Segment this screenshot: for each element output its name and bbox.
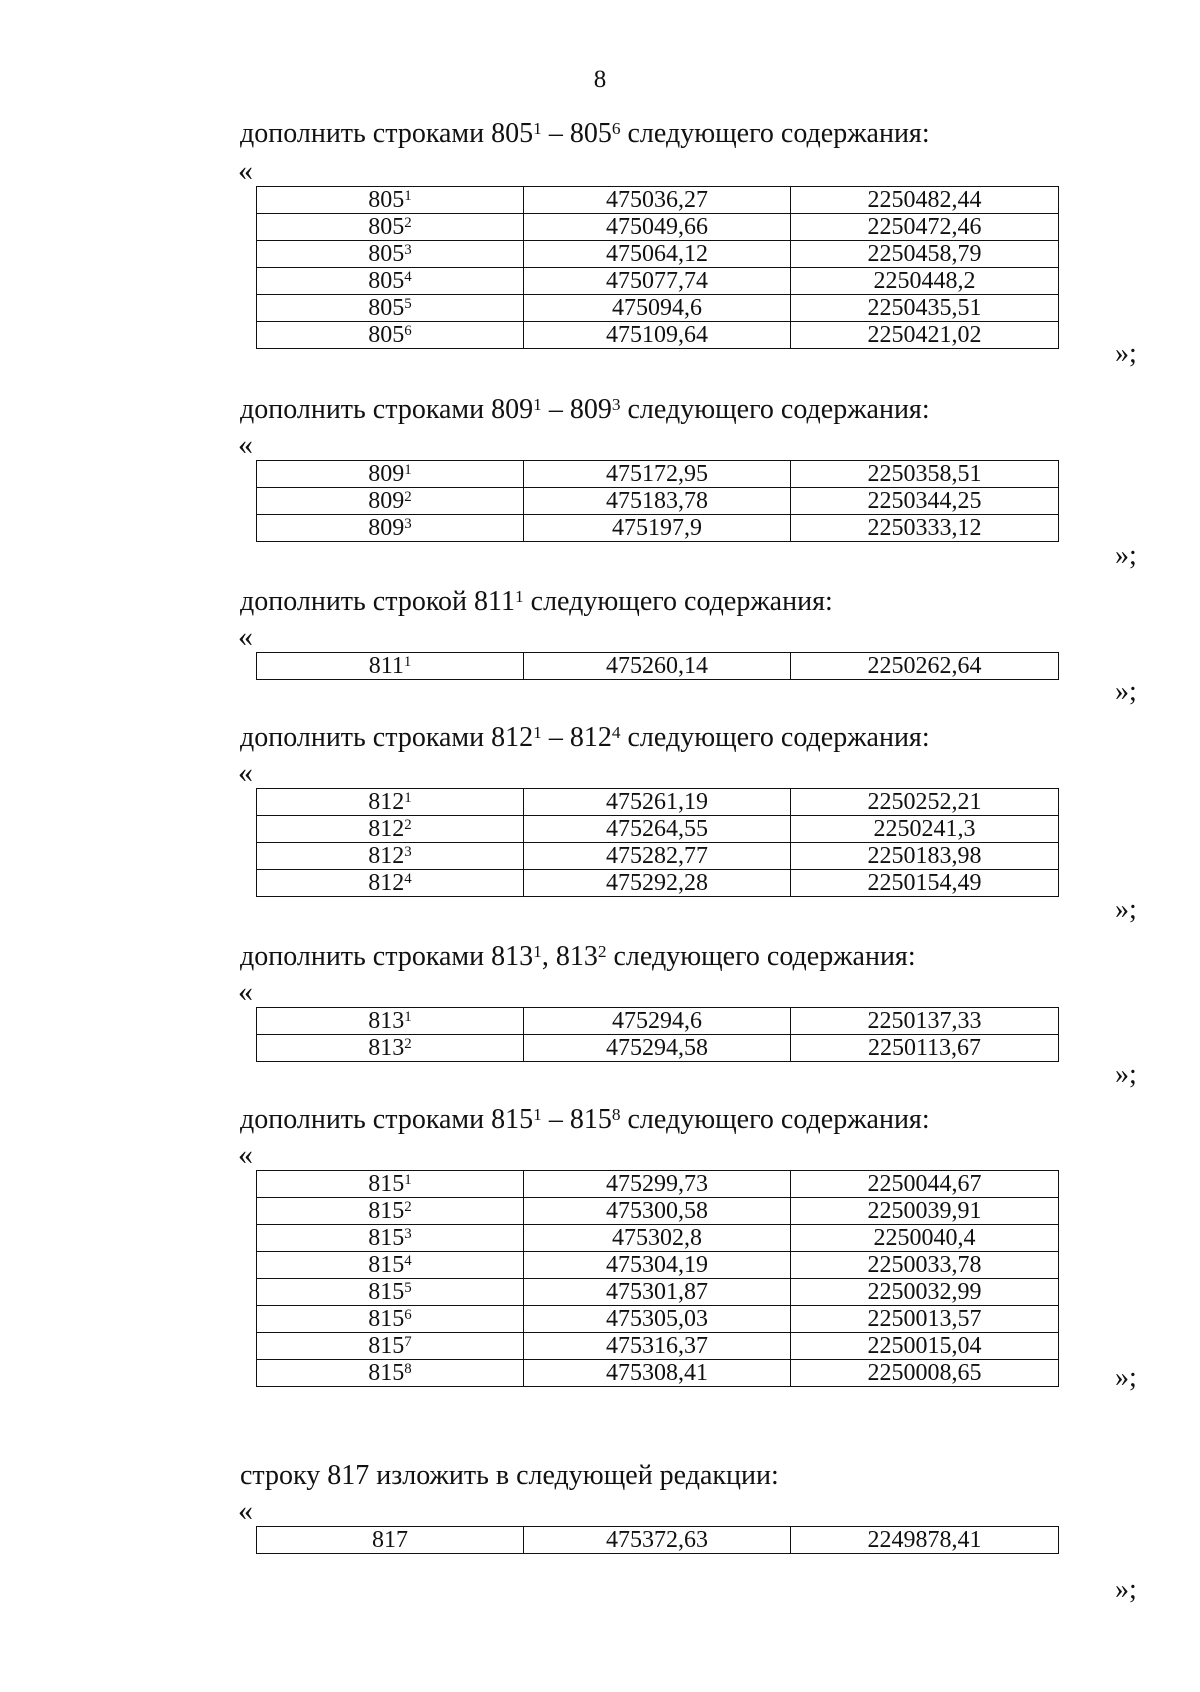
- y-coordinate-cell: 2250040,4: [791, 1225, 1059, 1252]
- point-number-superscript: 1: [404, 1009, 412, 1026]
- heading-text: – 812: [541, 722, 612, 753]
- table-row: [257, 1171, 1059, 1198]
- y-coordinate-cell: 2250039,91: [791, 1198, 1059, 1225]
- opening-quote: «: [238, 1494, 253, 1527]
- x-coordinate-cell: 475301,87: [524, 1279, 791, 1306]
- point-number: 813: [368, 1035, 405, 1061]
- opening-quote: «: [238, 756, 253, 789]
- point-number-cell: [257, 870, 524, 897]
- y-coordinate-cell: 2250154,49: [791, 870, 1059, 897]
- point-number-cell: [257, 1008, 524, 1035]
- table-row: [257, 295, 1059, 322]
- point-number-superscript: 6: [404, 323, 412, 340]
- point-number-cell: [257, 214, 524, 241]
- section-heading: [240, 394, 930, 426]
- table-row: [257, 1035, 1059, 1062]
- point-number: 812: [368, 843, 405, 869]
- y-coordinate-cell: 2250472,46: [791, 214, 1059, 241]
- x-coordinate-cell: 475049,66: [524, 214, 791, 241]
- point-number-superscript: 5: [404, 296, 412, 313]
- y-coordinate-cell: 2249878,41: [791, 1527, 1059, 1554]
- heading-superscript: 1: [533, 395, 542, 415]
- table-row: [257, 1198, 1059, 1225]
- point-number-superscript: 4: [404, 1253, 412, 1270]
- point-number-cell: [257, 1198, 524, 1225]
- closing-quote: »;: [1115, 1574, 1137, 1605]
- point-number-cell: [257, 241, 524, 268]
- heading-text: дополнить строкой 811: [240, 586, 515, 617]
- closing-quote: »;: [1115, 1059, 1137, 1090]
- coordinates-table: [256, 652, 1059, 680]
- table-row: [257, 241, 1059, 268]
- point-number: 812: [368, 870, 405, 896]
- heading-superscript: 1: [533, 1105, 542, 1125]
- table-row: [257, 515, 1059, 542]
- heading-text: следующего содержания:: [620, 118, 930, 149]
- point-number-cell: [257, 515, 524, 542]
- point-number: 813: [368, 1008, 405, 1034]
- x-coordinate-cell: 475197,9: [524, 515, 791, 542]
- point-number: 811: [368, 653, 404, 679]
- heading-text: дополнить строками 813: [240, 941, 534, 972]
- heading-superscript: 6: [611, 119, 621, 139]
- table-row: [257, 1306, 1059, 1333]
- point-number-superscript: 8: [404, 1361, 412, 1378]
- point-number: 815: [368, 1225, 405, 1251]
- point-number: 805: [368, 187, 405, 213]
- point-number-superscript: 1: [403, 654, 412, 671]
- opening-quote: «: [238, 620, 253, 653]
- point-number: 809: [368, 488, 405, 514]
- point-number-cell: [257, 322, 524, 349]
- point-number-cell: [257, 1360, 524, 1387]
- point-number: 815: [368, 1360, 405, 1386]
- point-number-cell: [257, 187, 524, 214]
- y-coordinate-cell: 2250421,02: [791, 322, 1059, 349]
- heading-superscript: 4: [611, 723, 621, 743]
- point-number: 815: [368, 1279, 405, 1305]
- point-number: 815: [368, 1171, 405, 1197]
- section-heading: [240, 1460, 779, 1492]
- point-number: 815: [368, 1333, 405, 1359]
- table-row: [257, 653, 1059, 680]
- heading-text: следующего содержания:: [620, 394, 930, 425]
- heading-superscript: 2: [597, 942, 607, 962]
- y-coordinate-cell: 2250344,25: [791, 488, 1059, 515]
- heading-superscript: 8: [611, 1105, 621, 1125]
- heading-superscript: 1: [533, 723, 542, 743]
- point-number-cell: [257, 295, 524, 322]
- y-coordinate-cell: 2250358,51: [791, 461, 1059, 488]
- x-coordinate-cell: 475292,28: [524, 870, 791, 897]
- y-coordinate-cell: 2250435,51: [791, 295, 1059, 322]
- point-number: 812: [368, 789, 405, 815]
- x-coordinate-cell: 475264,55: [524, 816, 791, 843]
- coordinates-table: [256, 788, 1059, 897]
- table-row: [257, 187, 1059, 214]
- x-coordinate-cell: 475036,27: [524, 187, 791, 214]
- table-row: [257, 1360, 1059, 1387]
- point-number: 812: [368, 816, 405, 842]
- point-number: 805: [368, 268, 405, 294]
- table-row: [257, 789, 1059, 816]
- coordinates-table: [256, 460, 1059, 542]
- x-coordinate-cell: 475172,95: [524, 461, 791, 488]
- table-row: [257, 1279, 1059, 1306]
- coordinates-table: [256, 1170, 1059, 1387]
- point-number: 805: [368, 241, 405, 267]
- opening-quote: «: [238, 154, 253, 187]
- point-number-cell: [257, 488, 524, 515]
- point-number-superscript: 7: [404, 1334, 412, 1351]
- table-row: [257, 816, 1059, 843]
- point-number-cell: [257, 843, 524, 870]
- y-coordinate-cell: 2250262,64: [791, 653, 1059, 680]
- y-coordinate-cell: 2250137,33: [791, 1008, 1059, 1035]
- heading-text: строку 817 изложить в следующей редакции:: [240, 1460, 779, 1491]
- point-number-superscript: 3: [404, 844, 412, 861]
- point-number-superscript: 3: [404, 516, 412, 533]
- page-number: 8: [593, 66, 607, 93]
- y-coordinate-cell: 2250252,21: [791, 789, 1059, 816]
- y-coordinate-cell: 2250113,67: [791, 1035, 1059, 1062]
- coordinates-table: [256, 1007, 1059, 1062]
- coordinates-table: [256, 186, 1059, 349]
- heading-text: дополнить строками 812: [240, 722, 534, 753]
- point-number-superscript: 3: [404, 1226, 412, 1243]
- table-row: [257, 1225, 1059, 1252]
- point-number: 817: [372, 1527, 408, 1553]
- x-coordinate-cell: 475183,78: [524, 488, 791, 515]
- x-coordinate-cell: 475261,19: [524, 789, 791, 816]
- y-coordinate-cell: 2250333,12: [791, 515, 1059, 542]
- heading-text: – 815: [541, 1104, 612, 1135]
- point-number-cell: [257, 653, 524, 680]
- heading-text: следующего содержания:: [620, 1104, 930, 1135]
- x-coordinate-cell: 475077,74: [524, 268, 791, 295]
- y-coordinate-cell: 2250183,98: [791, 843, 1059, 870]
- section-heading: [240, 1104, 930, 1136]
- table-row: [257, 1008, 1059, 1035]
- point-number: 805: [368, 295, 405, 321]
- heading-text: следующего содержания:: [620, 722, 930, 753]
- point-number-cell: [257, 1225, 524, 1252]
- point-number-cell: [257, 1333, 524, 1360]
- heading-text: следующего содержания:: [606, 941, 916, 972]
- point-number-superscript: 1: [404, 462, 412, 479]
- point-number-cell: [257, 1527, 524, 1554]
- point-number-cell: [257, 1252, 524, 1279]
- y-coordinate-cell: 2250482,44: [791, 187, 1059, 214]
- point-number-superscript: 2: [404, 1199, 412, 1216]
- x-coordinate-cell: 475299,73: [524, 1171, 791, 1198]
- x-coordinate-cell: 475308,41: [524, 1360, 791, 1387]
- table-row: [257, 322, 1059, 349]
- y-coordinate-cell: 2250033,78: [791, 1252, 1059, 1279]
- heading-superscript: 1: [533, 942, 542, 962]
- table-row: [257, 843, 1059, 870]
- point-number-cell: [257, 1306, 524, 1333]
- point-number: 809: [368, 515, 405, 541]
- point-number-superscript: 1: [404, 1172, 412, 1189]
- x-coordinate-cell: 475316,37: [524, 1333, 791, 1360]
- x-coordinate-cell: 475282,77: [524, 843, 791, 870]
- table-row: [257, 488, 1059, 515]
- y-coordinate-cell: 2250032,99: [791, 1279, 1059, 1306]
- x-coordinate-cell: 475109,64: [524, 322, 791, 349]
- opening-quote: «: [238, 975, 253, 1008]
- coordinates-table: [256, 1526, 1059, 1554]
- point-number-superscript: 4: [404, 269, 412, 286]
- point-number-superscript: 2: [404, 215, 412, 232]
- table-row: [257, 461, 1059, 488]
- point-number-superscript: 2: [404, 1036, 412, 1053]
- point-number-superscript: 2: [404, 817, 412, 834]
- heading-text: дополнить строками 809: [240, 394, 534, 425]
- opening-quote: «: [238, 428, 253, 461]
- heading-superscript: 1: [514, 587, 524, 607]
- closing-quote: »;: [1115, 540, 1137, 571]
- closing-quote: »;: [1115, 676, 1137, 707]
- x-coordinate-cell: 475304,19: [524, 1252, 791, 1279]
- table-row: [257, 214, 1059, 241]
- point-number-cell: [257, 1035, 524, 1062]
- y-coordinate-cell: 2250015,04: [791, 1333, 1059, 1360]
- y-coordinate-cell: 2250044,67: [791, 1171, 1059, 1198]
- opening-quote: «: [238, 1138, 253, 1171]
- heading-text: дополнить строками 805: [240, 118, 534, 149]
- point-number-cell: [257, 1171, 524, 1198]
- point-number-cell: [257, 816, 524, 843]
- heading-text: – 805: [541, 118, 612, 149]
- y-coordinate-cell: 2250458,79: [791, 241, 1059, 268]
- closing-quote: »;: [1115, 1362, 1137, 1393]
- point-number-cell: [257, 461, 524, 488]
- heading-text: дополнить строками 815: [240, 1104, 534, 1135]
- table-row: [257, 870, 1059, 897]
- point-number-superscript: 5: [404, 1280, 412, 1297]
- point-number-superscript: 3: [404, 242, 412, 259]
- heading-text: – 809: [541, 394, 612, 425]
- section-heading: [240, 941, 916, 973]
- table-row: [257, 1527, 1059, 1554]
- table-row: [257, 1252, 1059, 1279]
- x-coordinate-cell: 475372,63: [524, 1527, 791, 1554]
- point-number: 805: [368, 214, 405, 240]
- table-row: [257, 268, 1059, 295]
- section-heading: [240, 722, 930, 754]
- y-coordinate-cell: 2250448,2: [791, 268, 1059, 295]
- point-number: 815: [368, 1306, 405, 1332]
- x-coordinate-cell: 475302,8: [524, 1225, 791, 1252]
- point-number-cell: [257, 1279, 524, 1306]
- x-coordinate-cell: 475064,12: [524, 241, 791, 268]
- point-number-cell: [257, 268, 524, 295]
- section-heading: [240, 586, 833, 618]
- x-coordinate-cell: 475294,58: [524, 1035, 791, 1062]
- closing-quote: »;: [1115, 338, 1137, 369]
- y-coordinate-cell: 2250008,65: [791, 1360, 1059, 1387]
- point-number: 809: [368, 461, 405, 487]
- point-number-superscript: 6: [404, 1307, 412, 1324]
- heading-superscript: 3: [611, 395, 621, 415]
- x-coordinate-cell: 475300,58: [524, 1198, 791, 1225]
- point-number-superscript: 1: [404, 188, 412, 205]
- point-number: 805: [368, 322, 405, 348]
- point-number: 815: [368, 1252, 405, 1278]
- table-row: [257, 1333, 1059, 1360]
- point-number-superscript: 4: [404, 871, 412, 888]
- point-number-superscript: 2: [404, 489, 412, 506]
- x-coordinate-cell: 475094,6: [524, 295, 791, 322]
- heading-superscript: 1: [533, 119, 542, 139]
- closing-quote: »;: [1115, 894, 1137, 925]
- point-number-cell: [257, 789, 524, 816]
- y-coordinate-cell: 2250013,57: [791, 1306, 1059, 1333]
- section-heading: [240, 118, 930, 150]
- heading-text: следующего содержания:: [523, 586, 833, 617]
- y-coordinate-cell: 2250241,3: [791, 816, 1059, 843]
- x-coordinate-cell: 475294,6: [524, 1008, 791, 1035]
- heading-text: , 813: [541, 941, 598, 972]
- point-number: 815: [368, 1198, 405, 1224]
- x-coordinate-cell: 475260,14: [524, 653, 791, 680]
- x-coordinate-cell: 475305,03: [524, 1306, 791, 1333]
- point-number-superscript: 1: [404, 790, 412, 807]
